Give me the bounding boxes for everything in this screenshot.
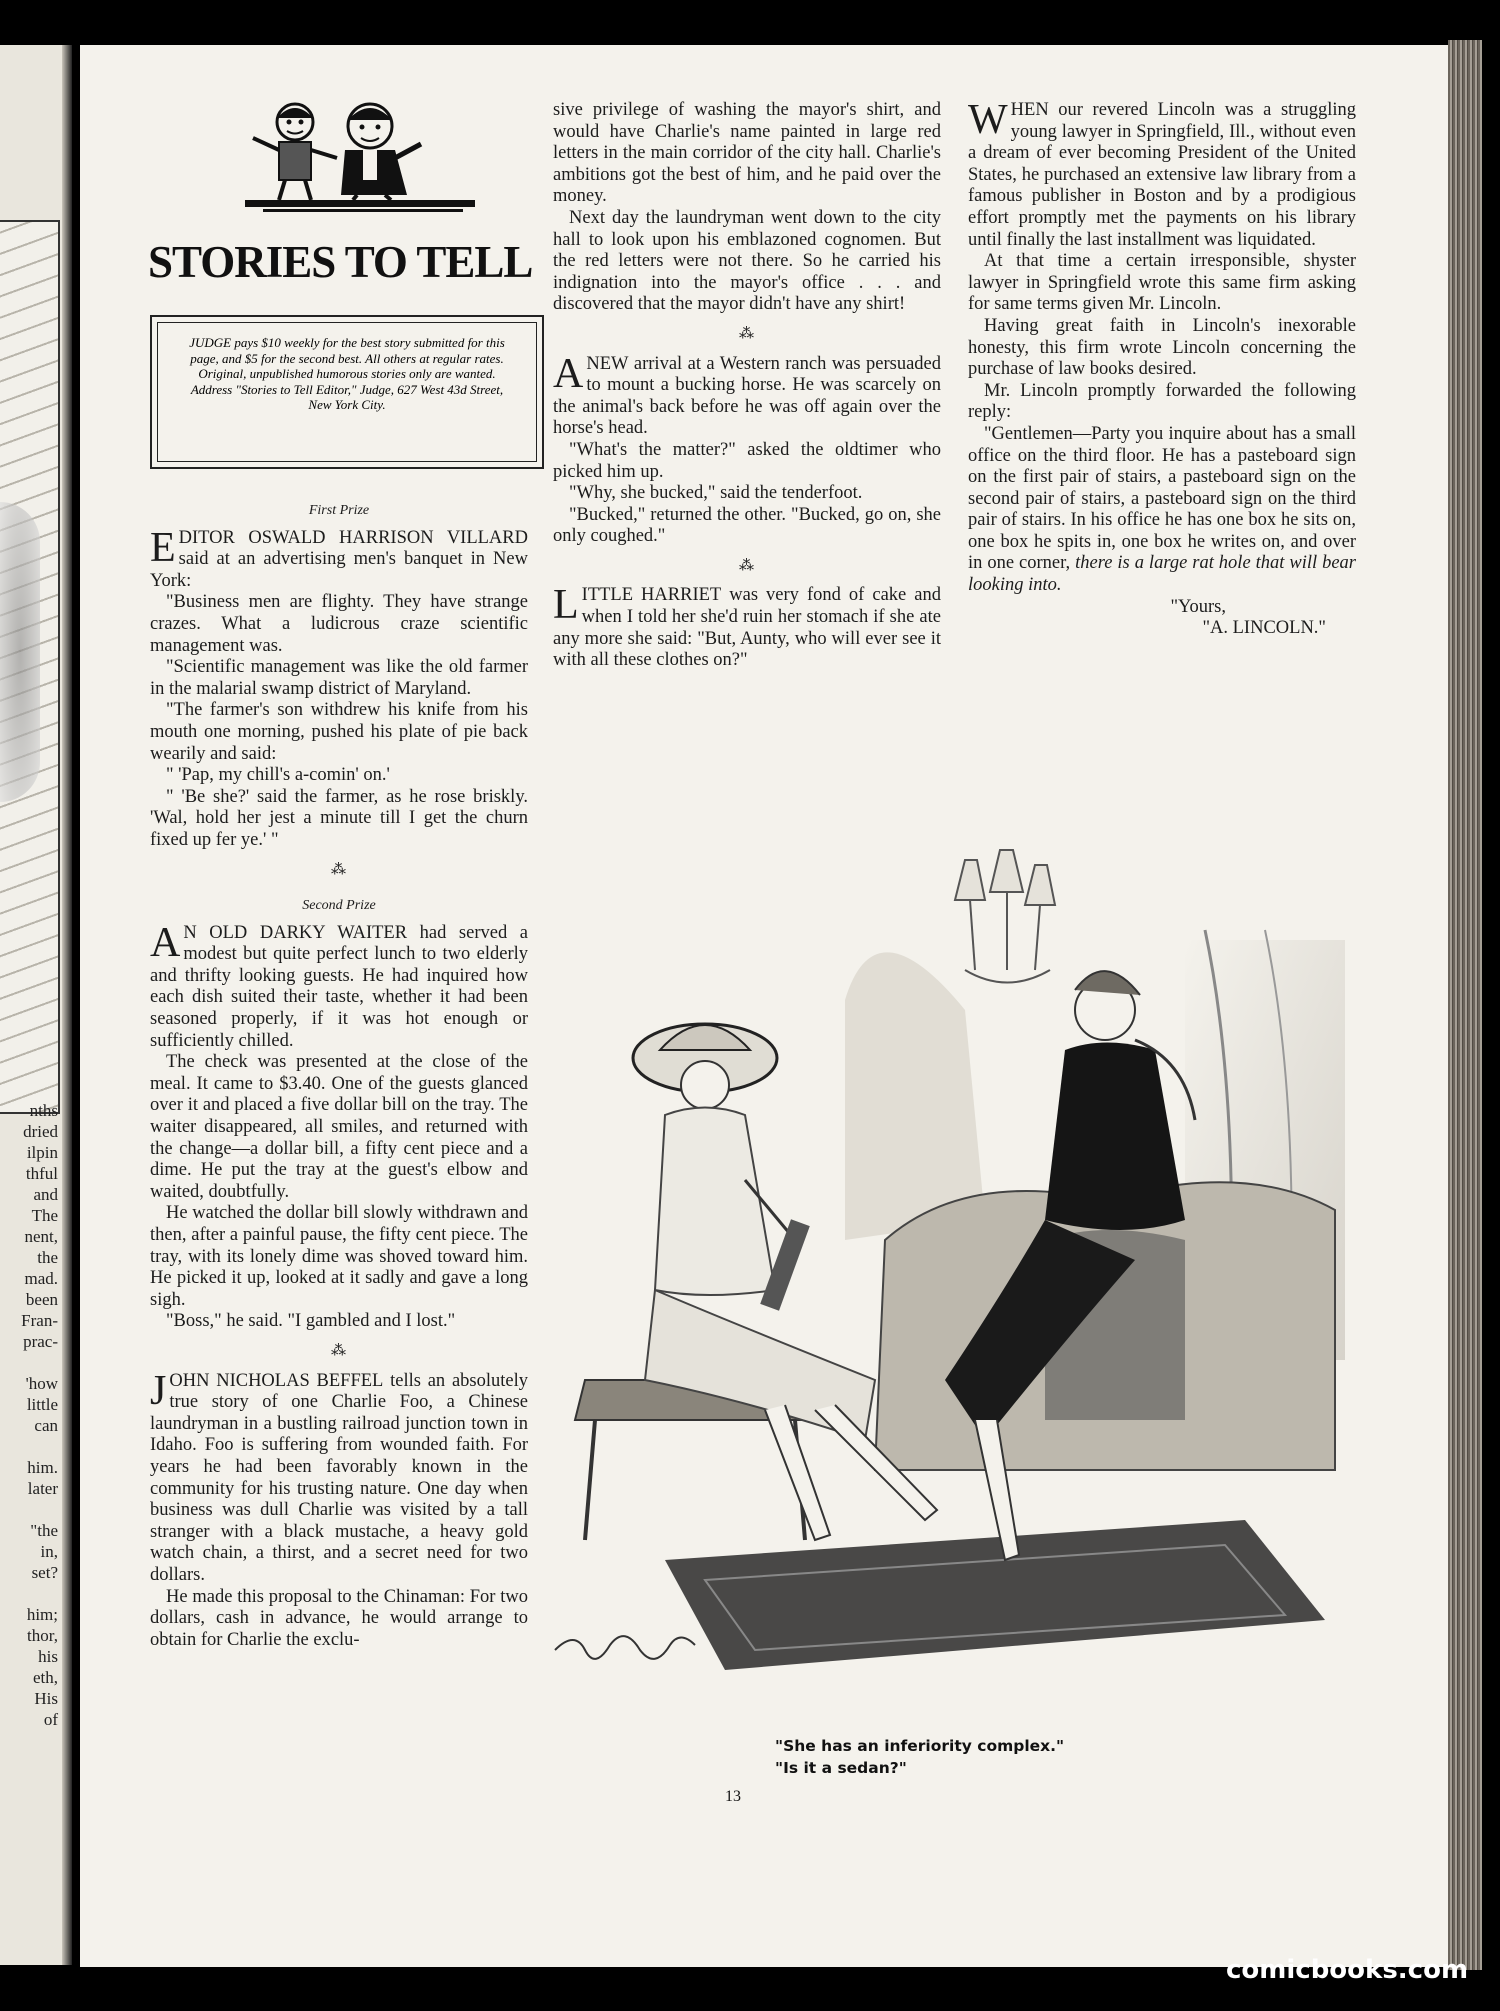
page-title: STORIES TO TELL <box>148 237 533 287</box>
page-gutter <box>62 45 72 1965</box>
column-3: WHEN our revered Lincoln was a struggling young lawyer in Springfield, Ill., without even a dream of ever becoming President of the United States, he purchased an extensive law library from a famous publisher in Boston and by a prodigious effort promptly met the payments on his library until finally the last installment was liquidated. At that time a certain irresponsible, shyster lawyer in Springfield wrote this same firm asking for same terms given Mr. Lincoln. Having great faith in Lincoln's inexorable honesty, this firm wrote Lincoln concerning the purchase of law books desired. Mr. Lincoln promptly forwarded the following reply: "Gentlemen—Party you inquire about has a small office on the third floor. He has a pasteboard sign on the first pair of stairs, a pasteboard sign on the second pair of stairs, a pasteboard sign on the third pair of stairs. In his office he has one box he sits on, one box he spits in, one box he writes on, and over in one corner, there is a large rat hole that will bear looking into. "Yours, "A. LINCOLN." <box>968 97 1356 639</box>
facing-page-fragment: nths <box>29 1101 58 1120</box>
story-charlie-foo: JOHN NICHOLAS BEFFEL tells an absolutely true story of one Charlie Foo, a Chinese laundryman in a bustling railroad junction town in Idaho. Foo is suffering from wounded faith. For years he had been favorably known in the community for his trusting nature. One day when business was dull Charlie was visited by a tall stranger with a black mustache, a heavy gold watch chain, a thirst, and a secret need for two dollars. <box>150 1367 528 1585</box>
header-cartoon <box>245 100 485 225</box>
story-divider: ⁂ <box>331 1342 347 1359</box>
story-villard: EDITOR OSWALD HARRISON VILLARD said at an advertising men's banquet in New York: <box>150 524 528 591</box>
facing-page-fragment: thful <box>25 1164 58 1183</box>
facing-page-fragment: ilpin <box>26 1143 58 1162</box>
story-waiter: A N OLD DARKY WAITER had served a modest but quite perfect lunch to two elderly and thrifty looking guests. He had inquired how each dish suited their taste, whether it had been seasoned properly, if it was hot enough or sufficiently chilled. <box>150 919 528 1051</box>
facing-page-fragment: of <box>43 1710 58 1729</box>
story-divider: ⁂ <box>739 325 755 342</box>
facing-page <box>0 45 72 1965</box>
facing-page-fragment: mad. <box>24 1269 58 1288</box>
page-number: 13 <box>725 1788 741 1805</box>
facing-page-fragment: his <box>38 1647 58 1666</box>
facing-page-fragment: dried <box>23 1122 58 1141</box>
facing-page-fragment: prac- <box>23 1332 58 1351</box>
main-illustration <box>545 820 1365 1720</box>
facing-page-fragment: His <box>34 1689 58 1708</box>
illustration-caption: "She has an inferiority complex." "Is it a sedan?" <box>775 1737 1065 1777</box>
facing-page-fragment: 'how <box>25 1374 58 1393</box>
story-divider: ⁂ <box>331 861 347 878</box>
facing-page-fragment: him. <box>27 1458 58 1477</box>
lincoln-signoff: "Yours, <box>1170 596 1226 617</box>
first-prize-label: First Prize <box>308 503 370 518</box>
lincoln-letter: "Gentlemen—Party you inquire about has a small office on the third floor. He has a pasteboard sign on the first pair of stairs, a pasteboard sign on the second pair of stairs, a pasteboard sign on the third pair of stairs. In his office he has one box he sits on, one box he spits in, one box he writes on, and over in one corner, there is a large rat hole that will bear looking into. <box>968 423 1356 596</box>
facing-page-fragment: nent, <box>24 1227 58 1246</box>
facing-page-fragment: set? <box>31 1563 58 1582</box>
book-edge <box>1448 40 1482 1970</box>
facing-page-fragment: in, <box>40 1542 58 1561</box>
site-watermark: comicbooks.com <box>1226 1955 1469 1985</box>
column-1: First Prize EDITOR OSWALD HARRISON VILLARD said at an advertising men's banquet in New York: "Business men are flighty. They have strange crazes. What a ludicrous craze scientific management was. "Scientific management was like the old farmer in the malarial swamp district of Maryland. "The farmer's son withdrew his knife from his mouth one morning, pushed his plate of pie back wearily and said: " 'Pap, my chill's a-comin' on.' " 'Be she?' said the farmer, as he rose briskly. 'Wal, hold her jest a minute till I get the churn fixed up fer ye.' " ⁂ Second Prize A N OLD DARKY WAITER had served a modest but quite perfect lunch to two elderly and thrifty looking guests. He had inquired how each dish suited their taste, whether it had been seasoned properly, if it was hot enough or sufficiently chilled. The check was presented at the close of the meal. It came to $3.40. One of the guests glanced over it and placed a five dollar bill on the tray. The waiter disappeared, all smiles, and returned with the change—a dollar bill, a fifty cent piece and a dime. He put the tray at the guest's elbow and waited, doubtfully. He watched the dollar bill slowly withdrawn and then, after a painful pause, the fifty cent piece. The tray, with its lonely dime was shoved toward him. He picked it up, looked at it sadly and gave a long sigh. "Boss," he said. "I gambled and I lost." ⁂ JOHN NICHOLAS BEFFEL tells an absolutely true story of one Charlie Foo, a Chinese laundryman in a bustling railroad junction town in Idaho. Foo is suffering from wounded faith. For years he had been favorably known in the community for his trusting nature. One day when business was dull Charlie was visited by a tall stranger with a black mustache, a heavy gold watch chain, a thirst, and a secret need for two dollars. He made this proposal to the Chinaman: For two dollars, cash in advance, he would arrange to obtain for Charlie the exclu- <box>150 486 528 1651</box>
contest-notice-box <box>150 315 544 469</box>
facing-page-fragment: thor, <box>27 1626 58 1645</box>
facing-page-fragment: the <box>37 1248 58 1267</box>
story-little-harriet: LITTLE HARRIET was very fond of cake and when I told her she'd ruin her stomach if she ate any more she said: "But, Aunty, who will ever see it with all these clothes on?" <box>553 582 941 671</box>
facing-page-fragment: been <box>25 1290 58 1309</box>
story-divider: ⁂ <box>739 557 755 574</box>
lincoln-signature: "A. LINCOLN." <box>1202 618 1326 639</box>
facing-page-fragment: later <box>27 1479 58 1498</box>
facing-page-fragment: him; <box>26 1605 58 1624</box>
column-2: sive privilege of washing the mayor's shirt, and would have Charlie's name painted in large red letters in the main corridor of the city hall. Charlie's ambitions got the best of him, and he paid over the money. Next day the laundryman went down to the city hall to look upon his emblazoned cognomen. But the red letters were not there. So he carried his indignation into the mayor's office . . . and discovered that the mayor didn't have any shirt! ⁂ ANEW arrival at a Western ranch was persuaded to mount a bucking horse. He was scarcely on the animal's back before he was off again over the horse's head. "What's the matter?" asked the oldtimer who picked him up. "Why, she bucked," said the tenderfoot. "Bucked," returned the other. "Bucked, go on, she only coughed." ⁂ LITTLE HARRIET was very fond of cake and when I told her she'd ruin her stomach if she ate any more she said: "But, Aunty, who will ever see it with all these clothes on?" <box>553 100 941 671</box>
facing-page-fragment: The <box>31 1206 58 1225</box>
story-charlie-foo-cont: sive privilege of washing the mayor's shirt, and would have Charlie's name painted in large red letters in the main corridor of the city hall. Charlie's ambitions got the best of him, and he paid over the money. <box>553 100 941 207</box>
story-bucking-horse: ANEW arrival at a Western ranch was persuaded to mount a bucking horse. He was scarcely on the animal's back before he was off again over the horse's head. <box>553 350 941 439</box>
facing-page-illustration <box>0 220 60 1114</box>
story-lincoln: WHEN our revered Lincoln was a struggling young lawyer in Springfield, Ill., without even a dream of ever becoming President of the United States, he purchased an extensive law library from a famous publisher in Boston and by a prodigious effort promptly met the payments on his library until finally the last installment was liquidated. <box>968 97 1356 250</box>
facing-page-fragment: Fran- <box>21 1311 58 1330</box>
facing-page-fragment: eth, <box>32 1668 58 1687</box>
facing-page-fragment: "the <box>30 1521 58 1540</box>
contest-notice-text: JUDGE pays $10 weekly for the best story submitted for this page, and $5 for the second best. All others at regular rates. Original, unpublished humorous stories only are wanted. Address "Stories to Tell Editor," Judge, 627 West 43d Street, New York City. <box>157 322 537 462</box>
facing-page-fragment: and <box>33 1185 58 1204</box>
second-prize-label: Second Prize <box>302 898 376 914</box>
facing-page-fragment: little <box>26 1395 58 1414</box>
facing-page-fragment: can <box>34 1416 58 1435</box>
